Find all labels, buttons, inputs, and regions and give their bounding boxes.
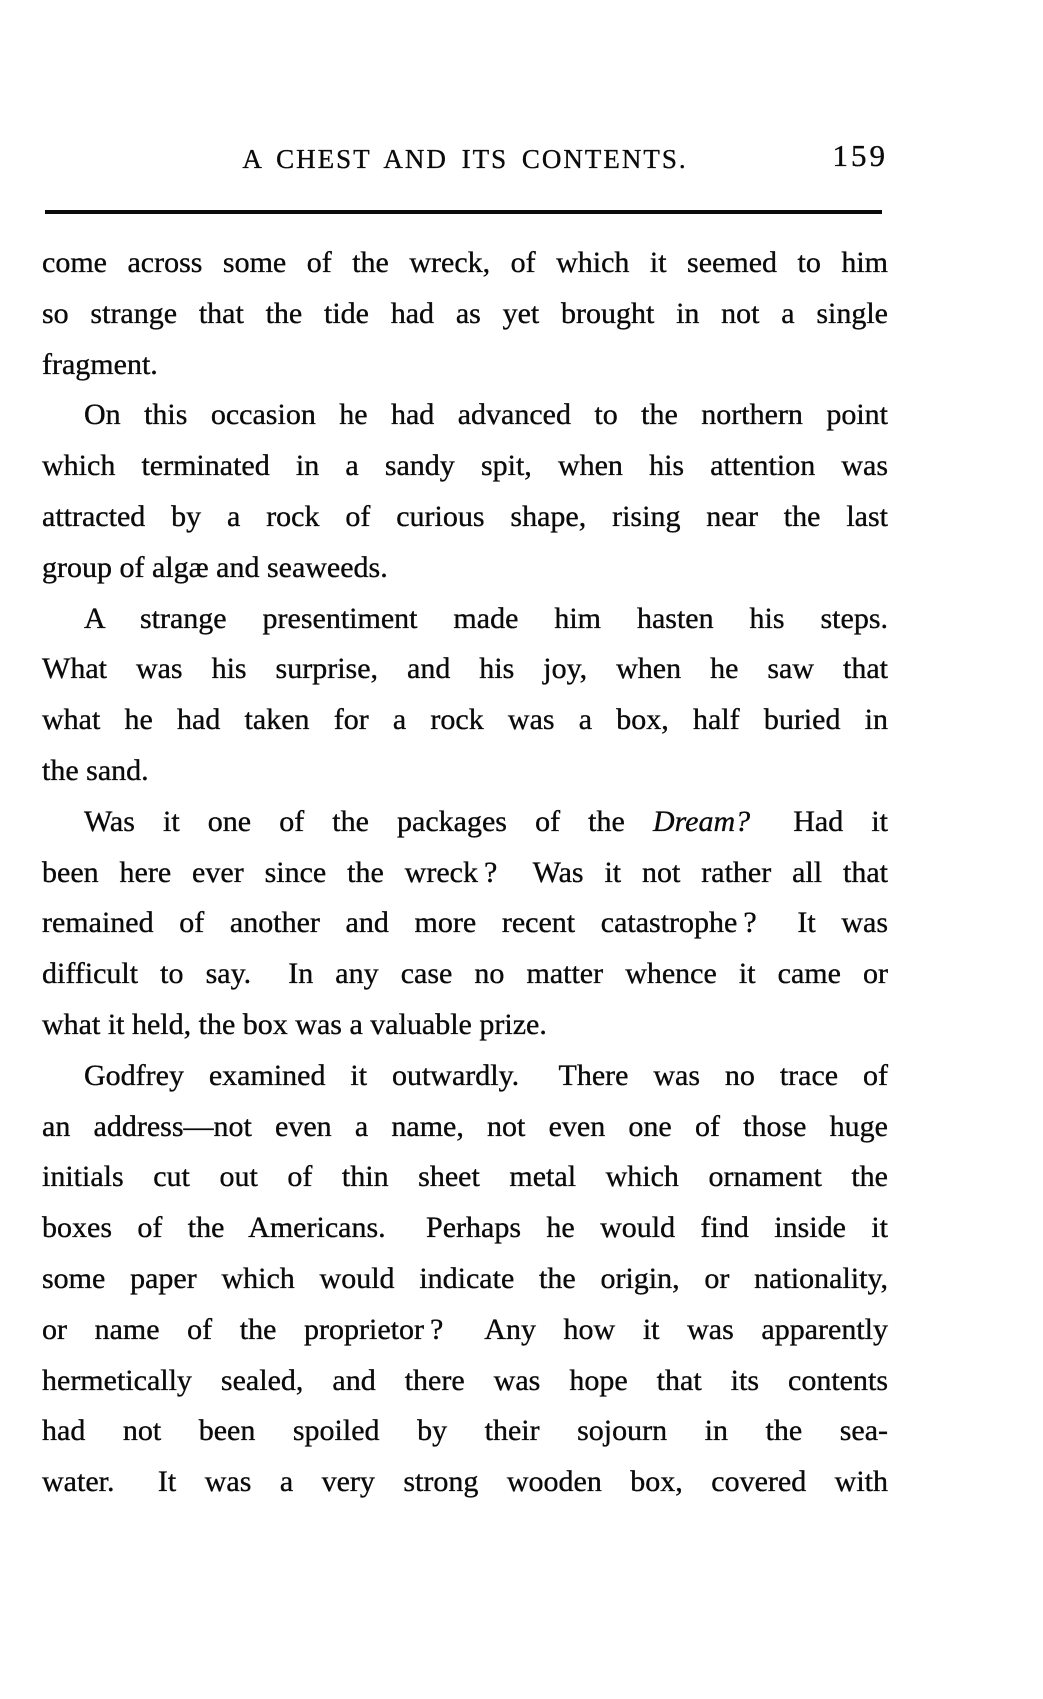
text-line: [42, 1305, 888, 1356]
text-segment: what it held, the box was a valuable prize.: [42, 1007, 547, 1041]
text-line: [42, 543, 888, 594]
text-segment: On this occasion he had advanced to the northern point: [84, 398, 888, 432]
text-segment: so strange that the tide had as yet brought in not a single: [42, 296, 888, 330]
paragraph: [42, 390, 888, 593]
text-line: [42, 390, 888, 441]
text-line: [42, 1152, 888, 1203]
text-line: [42, 695, 888, 746]
text-segment: been here ever since the wreck ? Was it not rather all that: [42, 855, 888, 889]
text-line: [42, 238, 888, 289]
text-segment: the sand.: [42, 753, 149, 787]
header-rule: [45, 210, 882, 214]
text-segment: group of algæ and seaweeds.: [42, 550, 388, 584]
text-line: [42, 441, 888, 492]
text-segment: attracted by a rock of curious shape, rising near the last: [42, 499, 888, 533]
text-segment: difficult to say. In any case no matter whence it came or: [42, 957, 888, 991]
text-line: [42, 1102, 888, 1153]
text-segment: or name of the proprietor ? Any how it was apparently: [42, 1312, 888, 1346]
text-line: [42, 746, 888, 797]
text-segment: some paper which would indicate the origin, or nationality,: [42, 1261, 888, 1295]
text-line: [42, 1051, 888, 1102]
text-segment: come across some of the wreck, of which it seemed to him: [42, 246, 888, 279]
text-line: [42, 340, 888, 391]
text-segment: Godfrey examined it outwardly. There was no trace of: [84, 1058, 888, 1092]
paragraph: [42, 238, 888, 390]
text-line: [42, 1406, 888, 1457]
text-line: [42, 1457, 888, 1508]
text-segment: A strange presentiment made him hasten his steps.: [84, 601, 888, 635]
text-line: [42, 797, 888, 848]
text-line: [42, 1000, 888, 1051]
paragraph: [42, 594, 888, 797]
text-segment: had not been spoiled by their sojourn in the sea-: [42, 1414, 888, 1448]
text-segment: initials cut out of thin sheet metal which ornament the: [42, 1160, 888, 1194]
page-number: 159: [832, 138, 888, 173]
text-segment: What was his surprise, and his joy, when he saw that: [42, 652, 888, 686]
text-line: [42, 1356, 888, 1407]
page-header: [42, 0, 888, 200]
italic-text: Dream?: [652, 804, 751, 838]
text-segment: Was it one of the packages of the: [84, 804, 653, 838]
text-line: [42, 1254, 888, 1305]
text-segment: Had it: [750, 804, 888, 838]
text-segment: which terminated in a sandy spit, when his attention was: [42, 449, 888, 483]
paragraph: [42, 797, 888, 1051]
text-line: [42, 594, 888, 645]
text-segment: hermetically sealed, and there was hope that its contents: [42, 1363, 888, 1397]
text-segment: remained of another and more recent catastrophe ? It was: [42, 906, 888, 940]
text-line: [42, 848, 888, 899]
text-line: [42, 1203, 888, 1254]
text-line: [42, 949, 888, 1000]
text-segment: fragment.: [42, 347, 158, 381]
text-line: [42, 898, 888, 949]
text-segment: an address—not even a name, not even one of those huge: [42, 1109, 888, 1143]
text-segment: boxes of the Americans. Perhaps he would find inside it: [42, 1211, 888, 1245]
text-segment: what he had taken for a rock was a box, half buried in: [42, 703, 888, 737]
page-body: [42, 238, 888, 1508]
paragraph: [42, 1051, 888, 1508]
text-segment: water. It was a very strong wooden box, covered with: [42, 1465, 888, 1499]
text-line: [42, 492, 888, 543]
text-line: [42, 289, 888, 340]
running-head: A CHEST AND ITS CONTENTS.: [242, 144, 688, 174]
text-line: [42, 644, 888, 695]
